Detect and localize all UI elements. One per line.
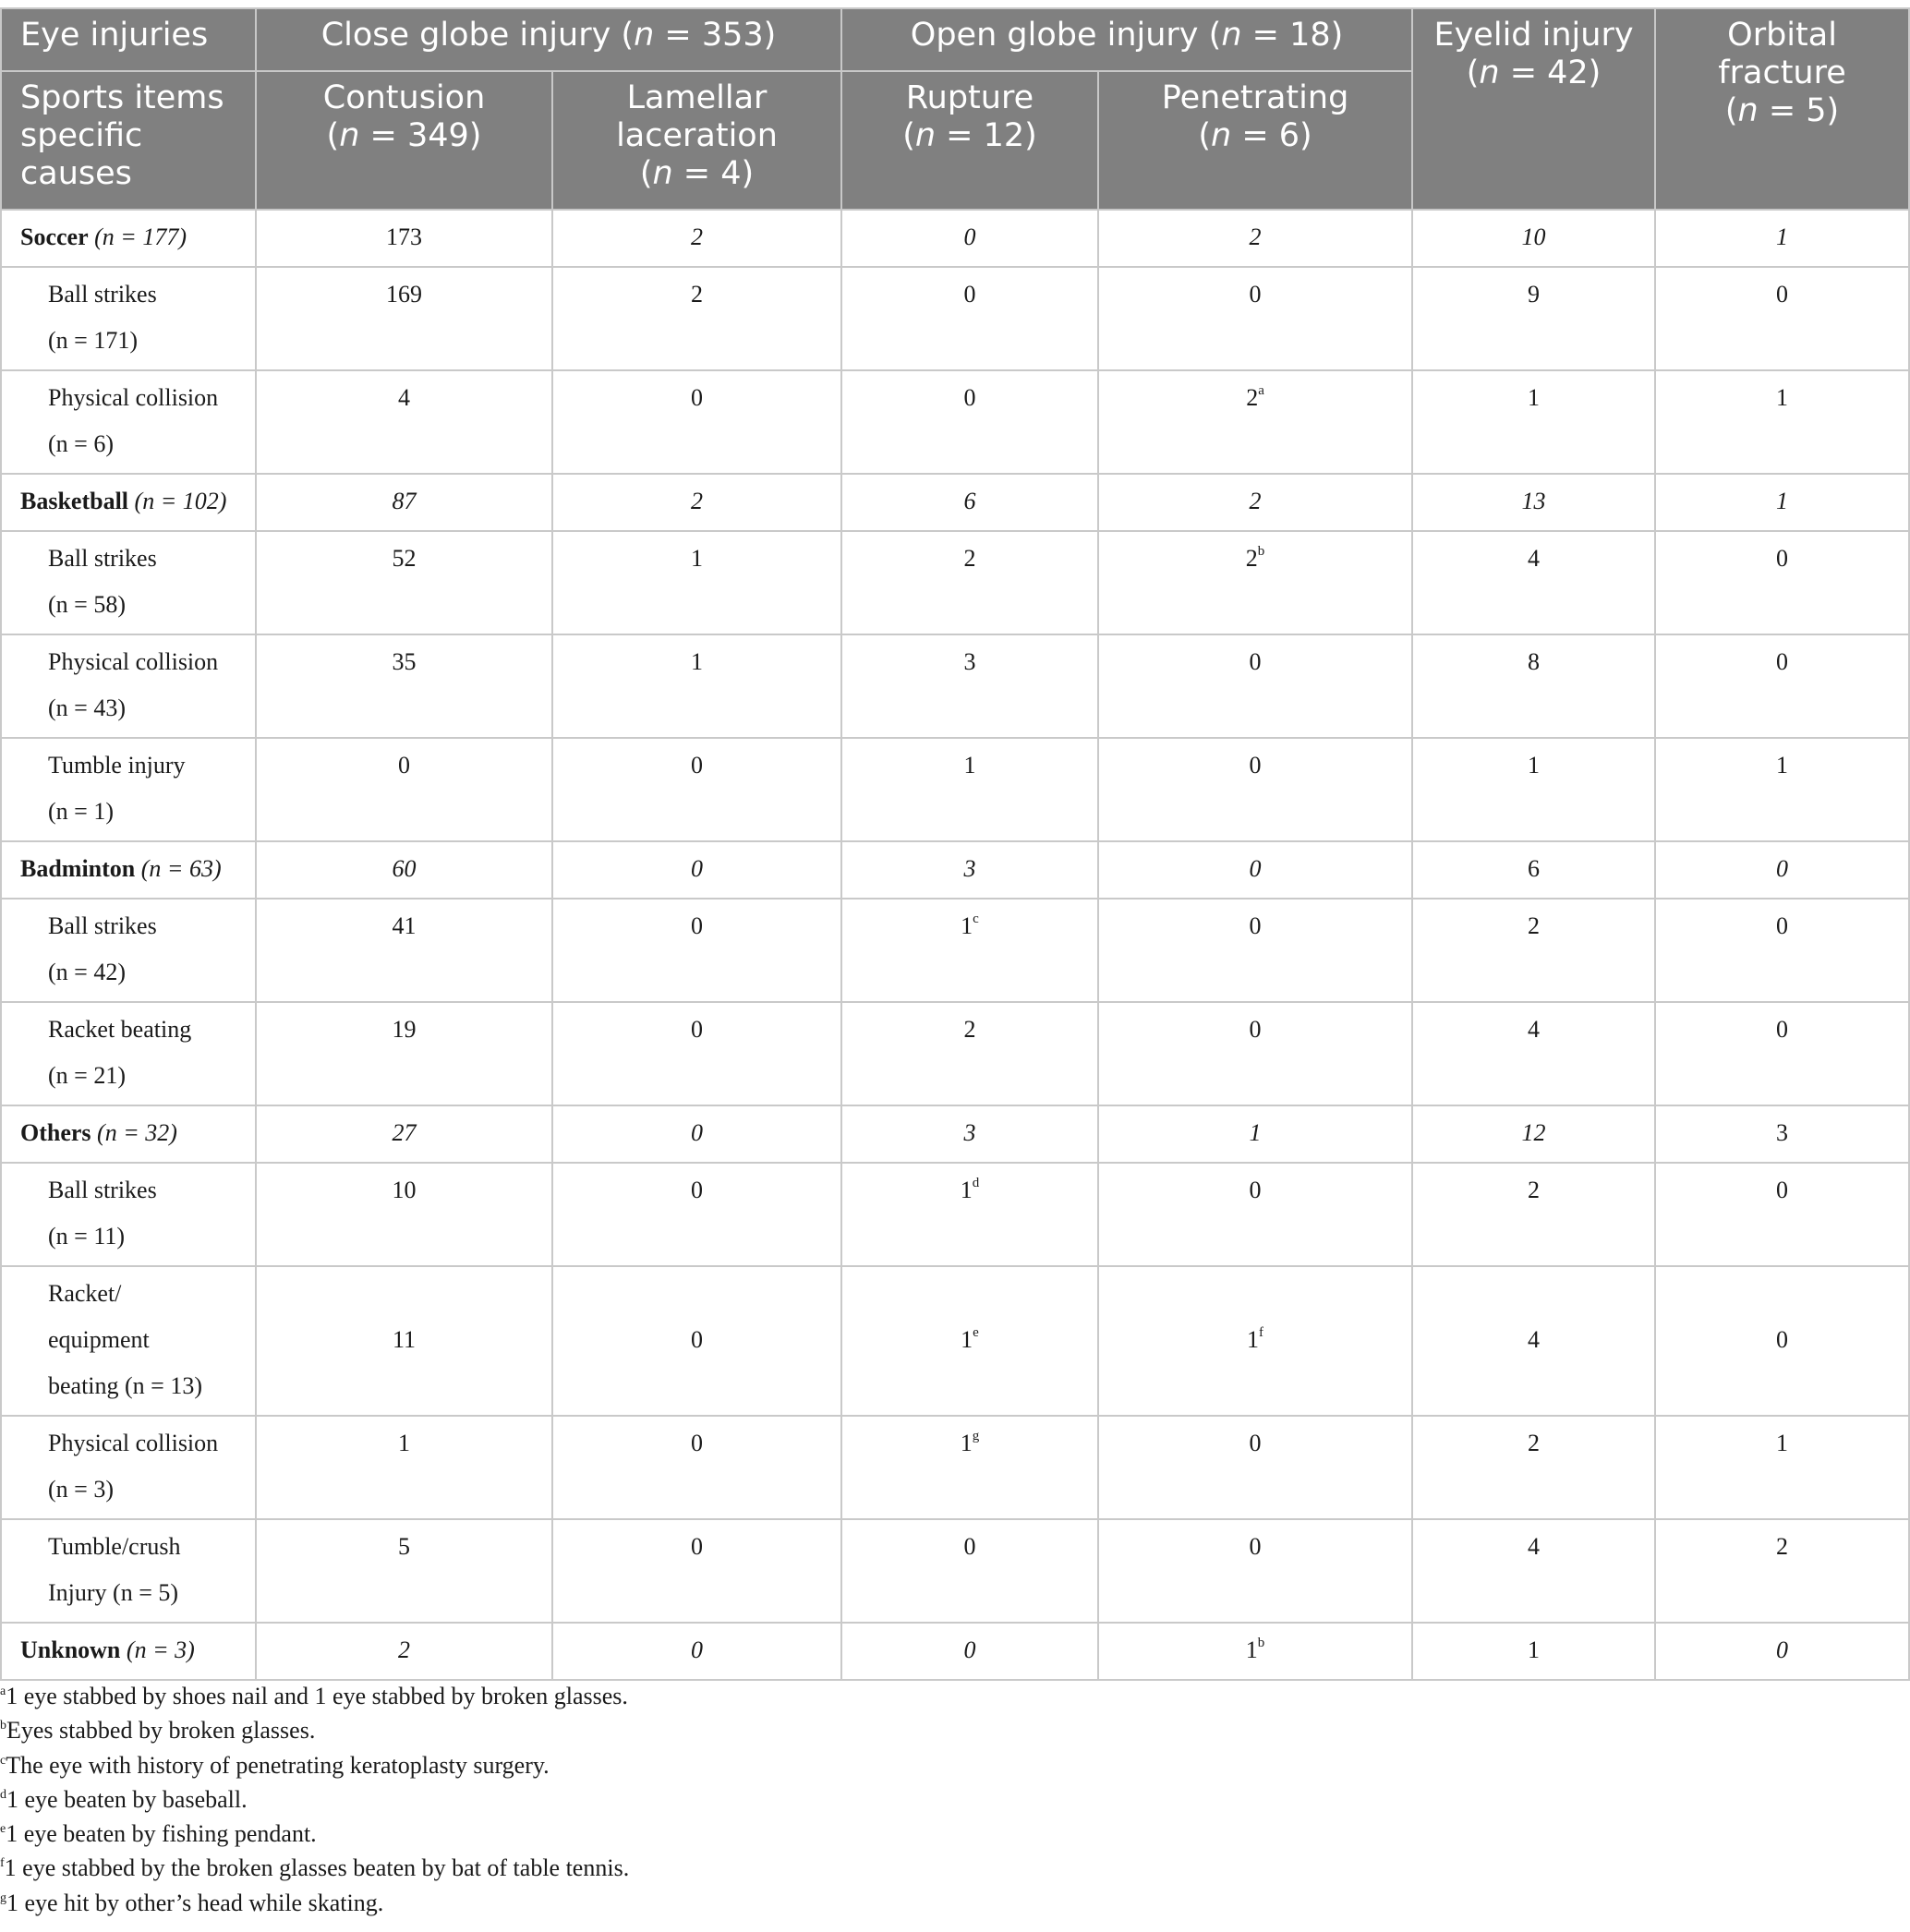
cell-contusion: 10 (256, 1163, 552, 1266)
cell-penetrating: 1$^f$ (1098, 1266, 1412, 1416)
cell-eyelid: 13 (1412, 474, 1655, 531)
cell-orbital: 1 (1655, 738, 1909, 841)
cell-rupture: 3 (841, 841, 1098, 899)
header-sports-causes: Sports items specific causes (1, 71, 256, 210)
header-eye-injuries: Eye injuries (1, 8, 256, 71)
cell-contusion: 41 (256, 899, 552, 1002)
row-label: Unknown (n = 3) (1, 1623, 256, 1680)
cell-contusion: 169 (256, 267, 552, 370)
footnote-mark: e (973, 1325, 979, 1340)
footnote: $^e$1 eye beaten by fishing pendant. (0, 1820, 317, 1848)
table-row (1, 531, 1909, 634)
cell-lamellar: 0 (552, 370, 841, 474)
cell-penetrating: 0 (1098, 1002, 1412, 1105)
cell-penetrating: 2 (1098, 474, 1412, 531)
table-row-soccer (1, 210, 1909, 267)
cell-orbital: 0 (1655, 1623, 1909, 1680)
cell-rupture: 1e (841, 1266, 1098, 1416)
footnote-mark: g (972, 1429, 980, 1443)
footnotes (0, 1679, 1903, 1920)
cell-contusion: 5 (256, 1519, 552, 1623)
cell-rupture: 0 (841, 1519, 1098, 1623)
table-row (1, 1519, 1909, 1623)
cell-eyelid: 4 (1412, 1002, 1655, 1105)
cell-rupture: 1$^d$ (841, 1163, 1098, 1266)
row-label: Soccer (n = 177) (1, 210, 256, 267)
footnote: $^f$1 eye stabbed by the broken glasses beaten by bat of table tennis. (0, 1854, 630, 1882)
eye-injury-table (0, 7, 1910, 1681)
cell-orbital: 0 (1655, 634, 1909, 738)
footnote-mark: g (0, 1890, 6, 1905)
cell-eyelid: 9 (1412, 267, 1655, 370)
cell-eyelid: 4 (1412, 1266, 1655, 1416)
footnote-mark: f (1259, 1325, 1264, 1340)
cell-penetrating: 1$^b$ (1098, 1623, 1412, 1680)
cell-contusion: 27 (256, 1105, 552, 1163)
cell-penetrating: 0 (1098, 267, 1412, 370)
cell-eyelid: 10 (1412, 210, 1655, 267)
table-row (1, 1002, 1909, 1105)
footnote-mark: d (0, 1787, 6, 1802)
cell-orbital: 0 (1655, 841, 1909, 899)
cell-eyelid: 8 (1412, 634, 1655, 738)
cell-lamellar: 0 (552, 841, 841, 899)
row-label: Badminton (n = 63) (1, 841, 256, 899)
footnote-mark: d (972, 1176, 980, 1190)
footnote-mark: b (0, 1719, 6, 1733)
cell-penetrating: 0 (1098, 1416, 1412, 1519)
cell-contusion: 35 (256, 634, 552, 738)
footnote-mark: f (0, 1856, 5, 1871)
cell-eyelid: 1 (1412, 738, 1655, 841)
cell-rupture: 0 (841, 267, 1098, 370)
cell-orbital: 2 (1655, 1519, 1909, 1623)
footnote: $^d$1 eye beaten by baseball. (0, 1785, 248, 1813)
cell-eyelid: 4 (1412, 1519, 1655, 1623)
row-label: Ball strikes (n = 171) (1, 267, 256, 370)
table-row-others (1, 1105, 1909, 1163)
cell-penetrating: 0 (1098, 738, 1412, 841)
cell-penetrating: 0 (1098, 634, 1412, 738)
row-label: Tumble/crush Injury (n = 5) (1, 1519, 256, 1623)
header-lamellar-laceration: Lamellar laceration (n = 4) (552, 71, 841, 210)
injury-table-container (0, 7, 1910, 1681)
table-row (1, 634, 1909, 738)
cell-orbital: 0 (1655, 531, 1909, 634)
cell-eyelid: 1 (1412, 1623, 1655, 1680)
row-label: Physical collision (n = 3) (1, 1416, 256, 1519)
footnote-mark: c (973, 912, 979, 926)
cell-lamellar: 0 (552, 1623, 841, 1680)
header-open-globe-injury: Open globe injury (n = 18) (841, 8, 1412, 71)
cell-penetrating: 0 (1098, 899, 1412, 1002)
cell-orbital: 0 (1655, 1266, 1909, 1416)
cell-lamellar: 0 (552, 1105, 841, 1163)
table-header (1, 8, 1909, 210)
cell-contusion: 11 (256, 1266, 552, 1416)
footnote: $^c$The eye with history of penetrating keratoplasty surgery. (0, 1751, 550, 1779)
cell-lamellar: 0 (552, 738, 841, 841)
cell-contusion: 19 (256, 1002, 552, 1105)
cell-rupture: 0 (841, 1623, 1098, 1680)
footnote: $^a$1 eye stabbed by shoes nail and 1 eye stabbed by broken glasses. (0, 1683, 628, 1709)
cell-lamellar: 0 (552, 1266, 841, 1416)
table-body (1, 210, 1909, 1680)
footnote-mark: c (0, 1753, 6, 1768)
footnote-mark: b (1257, 544, 1265, 559)
table-row (1, 267, 1909, 370)
cell-orbital: 0 (1655, 267, 1909, 370)
table-row (1, 370, 1909, 474)
cell-lamellar: 0 (552, 1519, 841, 1623)
row-label: Basketball (n = 102) (1, 474, 256, 531)
cell-rupture: 0 (841, 210, 1098, 267)
row-label: Physical collision (n = 6) (1, 370, 256, 474)
cell-orbital: 0 (1655, 899, 1909, 1002)
cell-contusion: 1 (256, 1416, 552, 1519)
row-label: Others (n = 32) (1, 1105, 256, 1163)
cell-orbital: 1 (1655, 210, 1909, 267)
cell-contusion: 0 (256, 738, 552, 841)
table-row-unknown (1, 1623, 1909, 1680)
row-label: Racket beating (n = 21) (1, 1002, 256, 1105)
cell-rupture: 1$^c$ (841, 899, 1098, 1002)
table-row (1, 1163, 1909, 1266)
table-row-basketball (1, 474, 1909, 531)
table-row (1, 899, 1909, 1002)
cell-contusion: 2 (256, 1623, 552, 1680)
header-rupture: Rupture (n = 12) (841, 71, 1098, 210)
cell-rupture: 2 (841, 531, 1098, 634)
cell-contusion: 52 (256, 531, 552, 634)
footnote-mark: a (0, 1684, 6, 1698)
cell-rupture: 3 (841, 634, 1098, 738)
cell-orbital: 3 (1655, 1105, 1909, 1163)
cell-eyelid: 12 (1412, 1105, 1655, 1163)
cell-contusion: 173 (256, 210, 552, 267)
cell-eyelid: 2 (1412, 1163, 1655, 1266)
footnote-mark: e (0, 1822, 6, 1837)
row-label: Ball strikes (n = 42) (1, 899, 256, 1002)
cell-rupture: 6 (841, 474, 1098, 531)
table-row (1, 1266, 1909, 1416)
header-close-globe-injury: Close globe injury (n = 353) (256, 8, 841, 71)
cell-lamellar: 0 (552, 1416, 841, 1519)
cell-penetrating: 2 (1098, 210, 1412, 267)
cell-lamellar: 0 (552, 1002, 841, 1105)
cell-lamellar: 1 (552, 531, 841, 634)
cell-penetrating: 0 (1098, 1163, 1412, 1266)
cell-lamellar: 2 (552, 267, 841, 370)
cell-lamellar: 1 (552, 634, 841, 738)
cell-lamellar: 0 (552, 1163, 841, 1266)
table-row (1, 1416, 1909, 1519)
header-eyelid-injury: Eyelid injury (n = 42) (1412, 8, 1655, 210)
cell-penetrating: 1 (1098, 1105, 1412, 1163)
footnote: $^b$Eyes stabbed by broken glasses. (0, 1717, 316, 1745)
cell-lamellar: 0 (552, 899, 841, 1002)
cell-penetrating: 2$^b$ (1098, 531, 1412, 634)
row-label: Racket/ equipment beating (n = 13) (1, 1266, 256, 1416)
cell-rupture: 3 (841, 1105, 1098, 1163)
cell-rupture: 2 (841, 1002, 1098, 1105)
row-label: Ball strikes (n = 11) (1, 1163, 256, 1266)
footnote: $^g$1 eye hit by other’s head while skating. (0, 1889, 384, 1916)
cell-orbital: 0 (1655, 1163, 1909, 1266)
cell-eyelid: 4 (1412, 531, 1655, 634)
cell-rupture: 1 (841, 738, 1098, 841)
cell-lamellar: 2 (552, 210, 841, 267)
cell-contusion: 4 (256, 370, 552, 474)
cell-eyelid: 6 (1412, 841, 1655, 899)
cell-penetrating: 0 (1098, 841, 1412, 899)
header-contusion: Contusion (n = 349) (256, 71, 552, 210)
header-row-1 (1, 8, 1909, 71)
cell-orbital: 1 (1655, 474, 1909, 531)
cell-eyelid: 2 (1412, 899, 1655, 1002)
cell-penetrating: 2$^a$ (1098, 370, 1412, 474)
cell-rupture: 1$^g$ (841, 1416, 1098, 1519)
cell-penetrating: 0 (1098, 1519, 1412, 1623)
cell-orbital: 1 (1655, 1416, 1909, 1519)
row-label: Physical collision (n = 43) (1, 634, 256, 738)
row-label: Ball strikes (n = 58) (1, 531, 256, 634)
header-orbital-fracture: Orbital fracture (n = 5) (1655, 8, 1909, 210)
footnote-mark: a (1258, 383, 1264, 398)
cell-orbital: 1 (1655, 370, 1909, 474)
cell-contusion: 87 (256, 474, 552, 531)
cell-orbital: 0 (1655, 1002, 1909, 1105)
cell-rupture: 0 (841, 370, 1098, 474)
footnote-mark: b (1257, 1636, 1265, 1650)
header-penetrating: Penetrating (n = 6) (1098, 71, 1412, 210)
table-row (1, 738, 1909, 841)
row-label: Tumble injury (n = 1) (1, 738, 256, 841)
table-row-badminton (1, 841, 1909, 899)
cell-eyelid: 1 (1412, 370, 1655, 474)
cell-contusion: 60 (256, 841, 552, 899)
cell-lamellar: 2 (552, 474, 841, 531)
cell-eyelid: 2 (1412, 1416, 1655, 1519)
